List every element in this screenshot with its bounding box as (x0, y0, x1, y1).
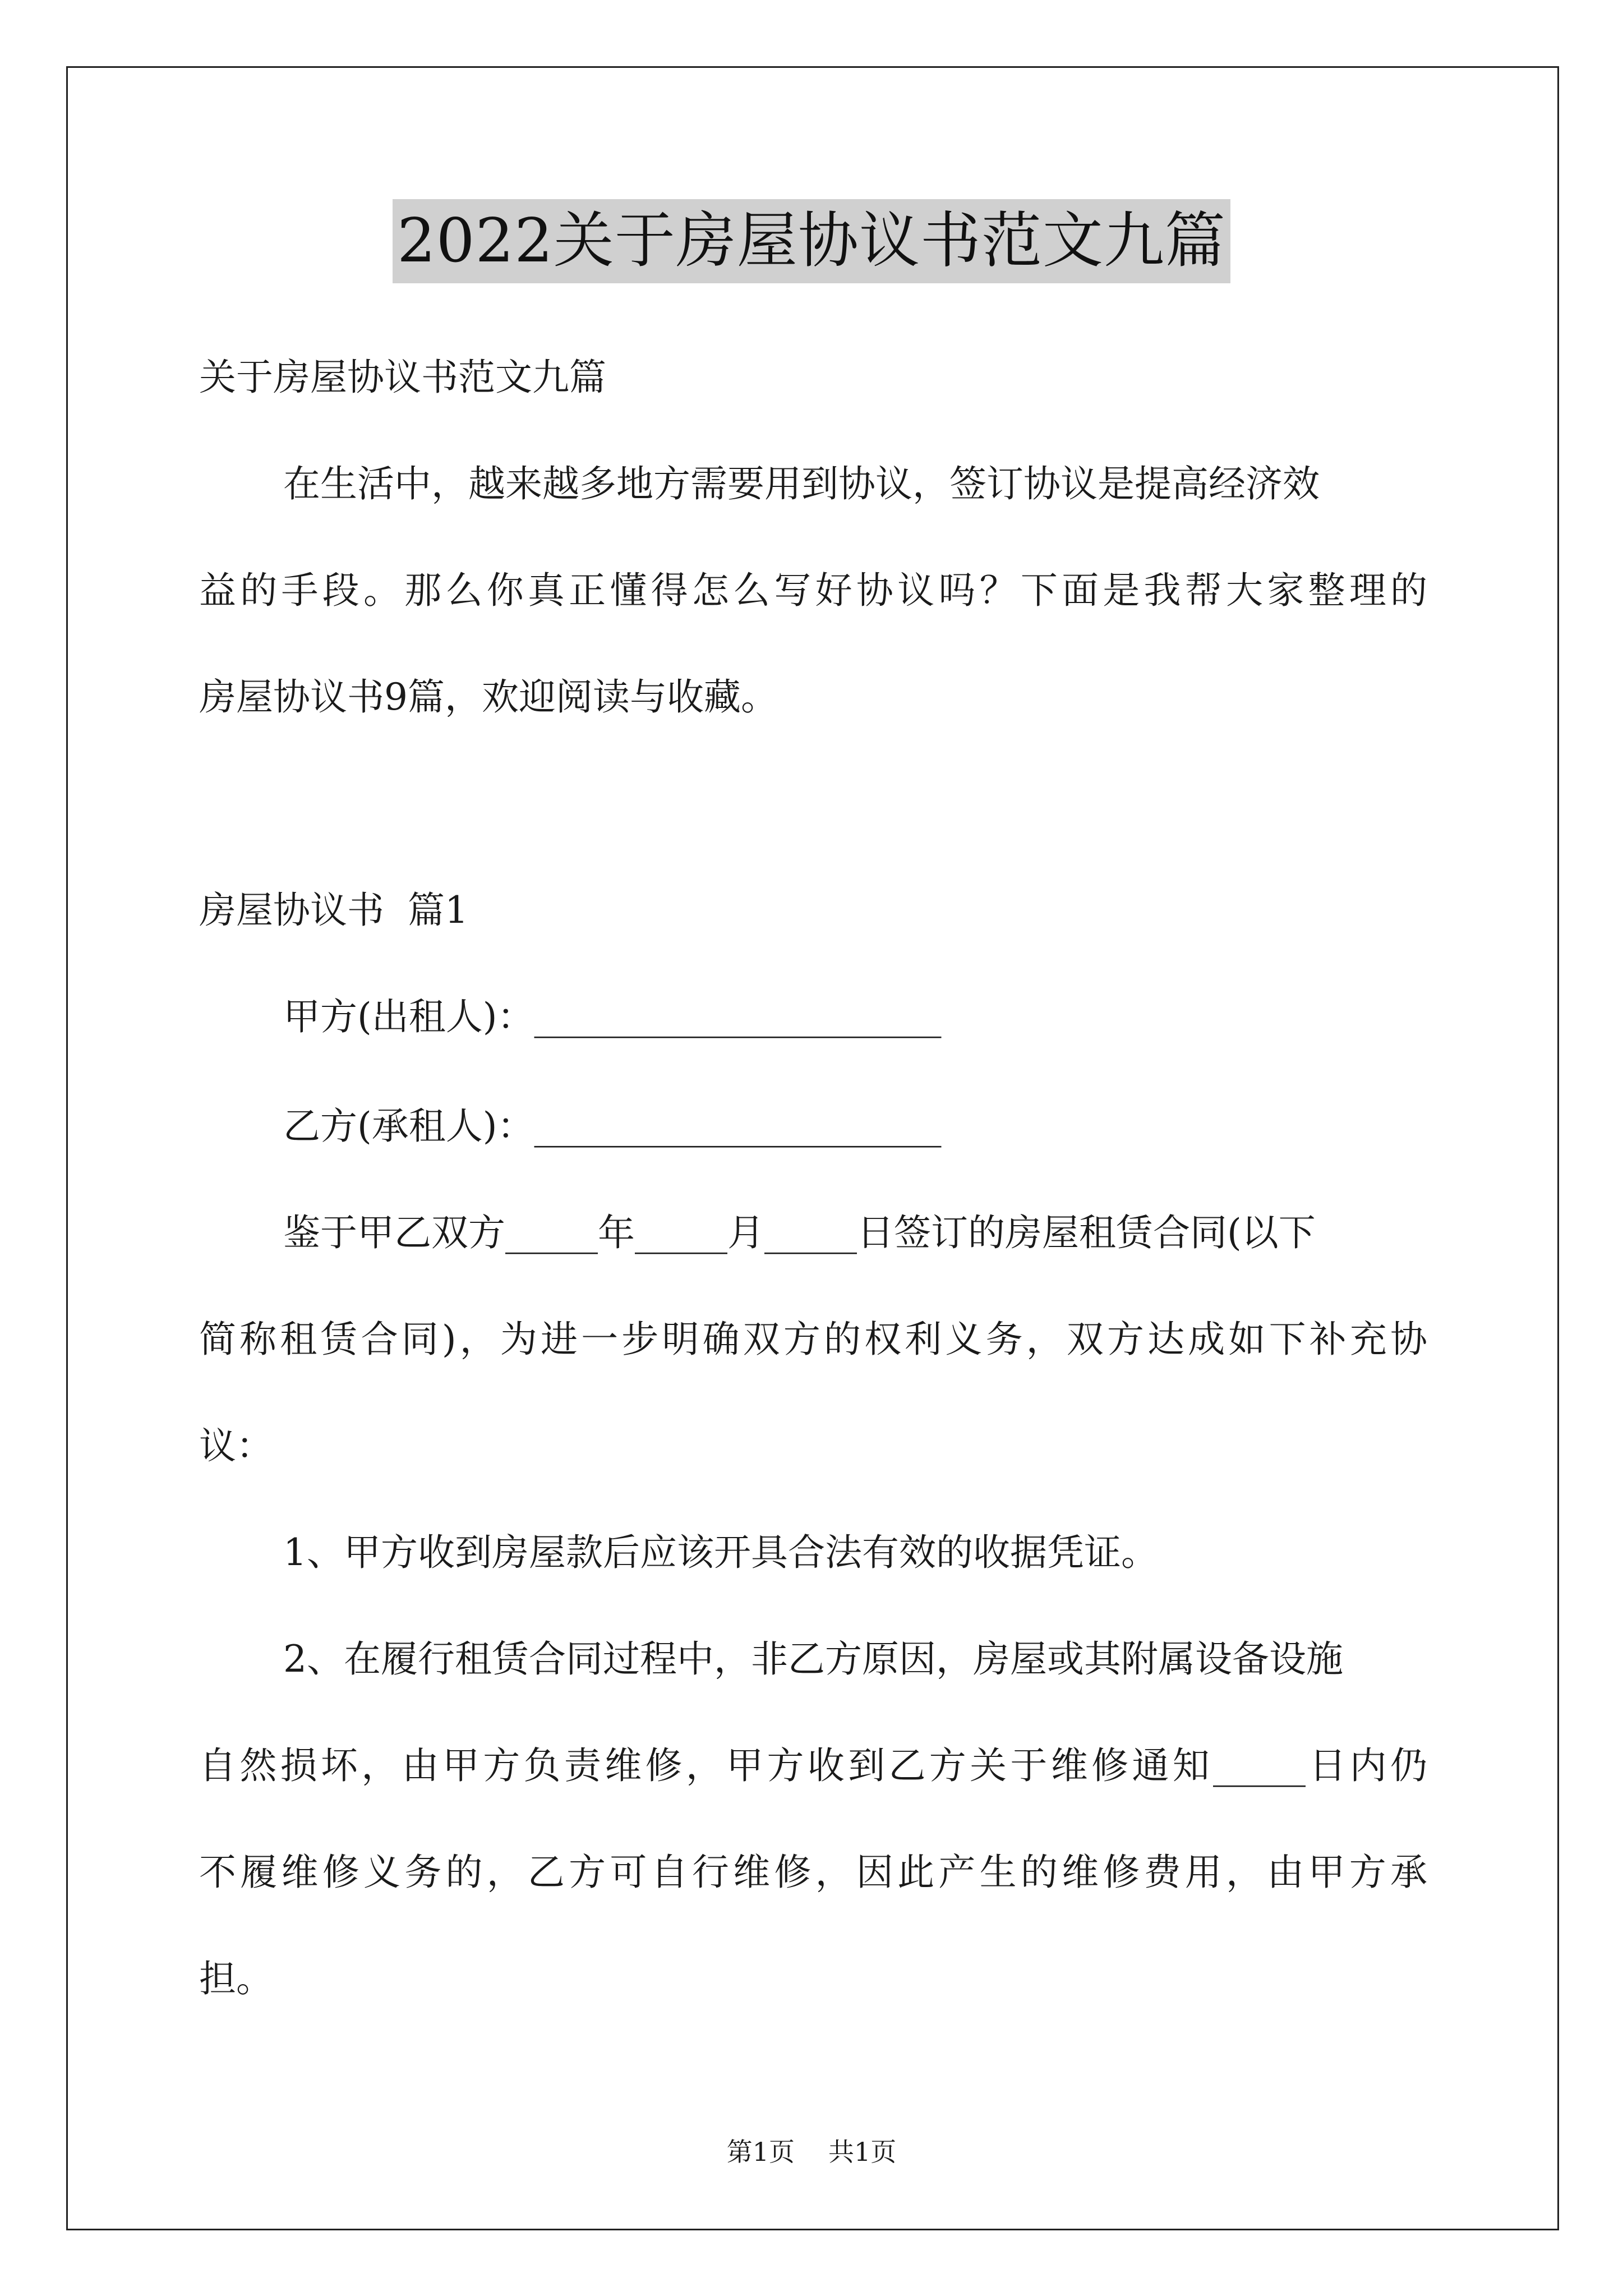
title-wrap (0, 199, 1623, 283)
section-heading: 房屋协议书 篇1 (199, 889, 468, 932)
clause-2-line-3: 不履维修义务的，乙方可自行维修，因此产生的维修费用，由甲方承 (199, 1851, 1427, 1894)
recital-line-1: 鉴于甲乙双方_____年_____月_____日签订的房屋租赁合同(以下 (283, 1211, 1316, 1254)
page-number: 第1页 (726, 2137, 795, 2167)
recital-line-3: 议： (199, 1424, 273, 1467)
clause-2-line-1: 2、在履行租赁合同过程中，非乙方原因，房屋或其附属设备设施 (283, 1637, 1343, 1681)
clause-1: 1、甲方收到房屋款后应该开具合法有效的收据凭证。 (283, 1531, 1158, 1574)
clause-2-line-2: 自然损坏，由甲方负责维修，甲方收到乙方关于维修通知_____日内仍 (199, 1744, 1427, 1787)
intro-line-2: 益的手段。那么你真正懂得怎么写好协议吗？下面是我帮大家整理的 (199, 569, 1427, 612)
page-footer (0, 2132, 1623, 2169)
intro-line-3: 房屋协议书9篇，欢迎阅读与收藏。 (199, 675, 778, 719)
document-subtitle: 关于房屋协议书范文九篇 (199, 356, 606, 399)
intro-line-1: 在生活中，越来越多地方需要用到协议，签订协议是提高经济效 (283, 462, 1320, 505)
party-b-line: 乙方(承租人)：______________________ (283, 1105, 942, 1148)
recital-line-2: 简称租赁合同)，为进一步明确双方的权利义务，双方达成如下补充协 (199, 1318, 1427, 1361)
page-total: 共1页 (828, 2137, 897, 2167)
clause-2-line-4: 担。 (199, 1957, 273, 2000)
party-a-line: 甲方(出租人)：______________________ (283, 995, 942, 1038)
document-title: 2022关于房屋协议书范文九篇 (393, 199, 1230, 283)
